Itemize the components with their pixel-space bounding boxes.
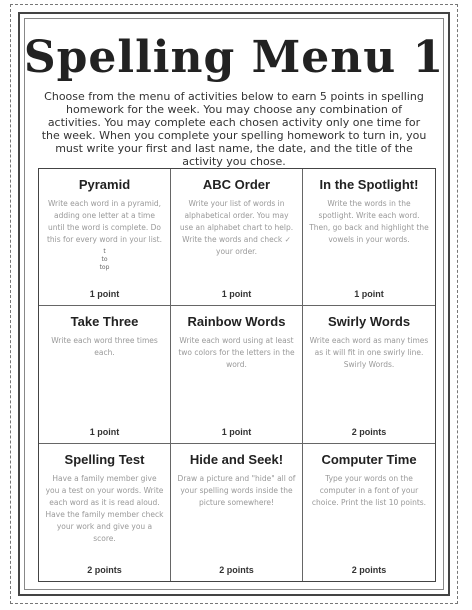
- activity-cell-spotlight: [303, 169, 435, 306]
- activity-description: Type your words on the computer in a font of your choice. Print the list 10 points.: [311, 473, 427, 507]
- activity-title: Spelling Test: [64, 451, 145, 467]
- activity-cell-spelling-test: [39, 444, 171, 581]
- pyramid-line: to: [101, 256, 108, 263]
- activity-title: ABC Order: [202, 177, 271, 192]
- activity-points: 1 point: [89, 289, 120, 300]
- activity-title: Take Three: [70, 314, 139, 330]
- activity-description: [45, 198, 164, 289]
- activity-title: In the Spotlight!: [319, 177, 419, 192]
- activity-title: Pyramid: [78, 177, 131, 192]
- activity-points: 1 point: [354, 289, 384, 300]
- pyramid-line: top: [99, 264, 110, 271]
- worksheet-page: [18, 12, 450, 596]
- pyramid-example: [45, 248, 164, 272]
- activity-points: 2 points: [351, 426, 387, 437]
- activity-description: Write your list of words in alphabetical order. You may use an alphabet chart to help. Write the words and check ✓ your order.: [179, 199, 294, 256]
- activity-points: 1 point: [221, 289, 252, 300]
- activity-points: 2 points: [87, 564, 122, 575]
- pyramid-line: t: [103, 248, 106, 255]
- activity-points: 1 point: [221, 426, 252, 437]
- activity-description: Write each word three times each.: [51, 336, 158, 358]
- activity-cell-abc-order: [171, 169, 303, 306]
- activity-points: 2 points: [219, 564, 254, 575]
- activity-cell-take-three: [39, 306, 171, 443]
- activity-description: Have a family member give you a test on your words. Write each word as it is read aloud. Have the family member check your work and give you a score.: [45, 473, 164, 543]
- activity-points: 1 point: [89, 426, 120, 437]
- activity-cell-swirly-words: [303, 306, 435, 443]
- activity-points: 2 points: [351, 564, 387, 575]
- instructions: Choose from the menu of activities below to earn 5 points in spelling homework for the week. You may choose any combination of activities. You may complete each chosen activity only one time for the week. When you complete your spelling homework to turn in, you must write your first and last name, the date, and the title of the activity you chose.: [41, 90, 427, 168]
- activity-title: Hide and Seek!: [189, 451, 284, 467]
- activity-menu-grid: [38, 168, 436, 582]
- activity-title: Rainbow Words: [187, 314, 286, 330]
- activity-description: Draw a picture and "hide" all of your spelling words inside the picture somewhere!: [177, 473, 296, 507]
- activity-description: Write each word using at least two colors for the letters in the word.: [178, 336, 295, 370]
- activity-cell-pyramid: [39, 169, 171, 306]
- activity-cell-hide-and-seek: [171, 444, 303, 581]
- activity-description-text: Write each word in a pyramid, adding one letter at a time until the word is complete. Do this for every word in your list.: [46, 199, 163, 244]
- activity-title: Computer Time: [321, 451, 417, 467]
- activity-description: Write each word as many times as it will fit in one swirly line. Swirly Words.: [309, 336, 429, 370]
- activity-title: Swirly Words: [327, 314, 411, 330]
- page-title: Spelling Menu 1: [23, 32, 445, 83]
- activity-cell-computer-time: [303, 444, 435, 581]
- activity-cell-rainbow-words: [171, 306, 303, 443]
- activity-description: Write the words in the spotlight. Write each word. Then, go back and highlight the vowels in your words.: [309, 199, 429, 244]
